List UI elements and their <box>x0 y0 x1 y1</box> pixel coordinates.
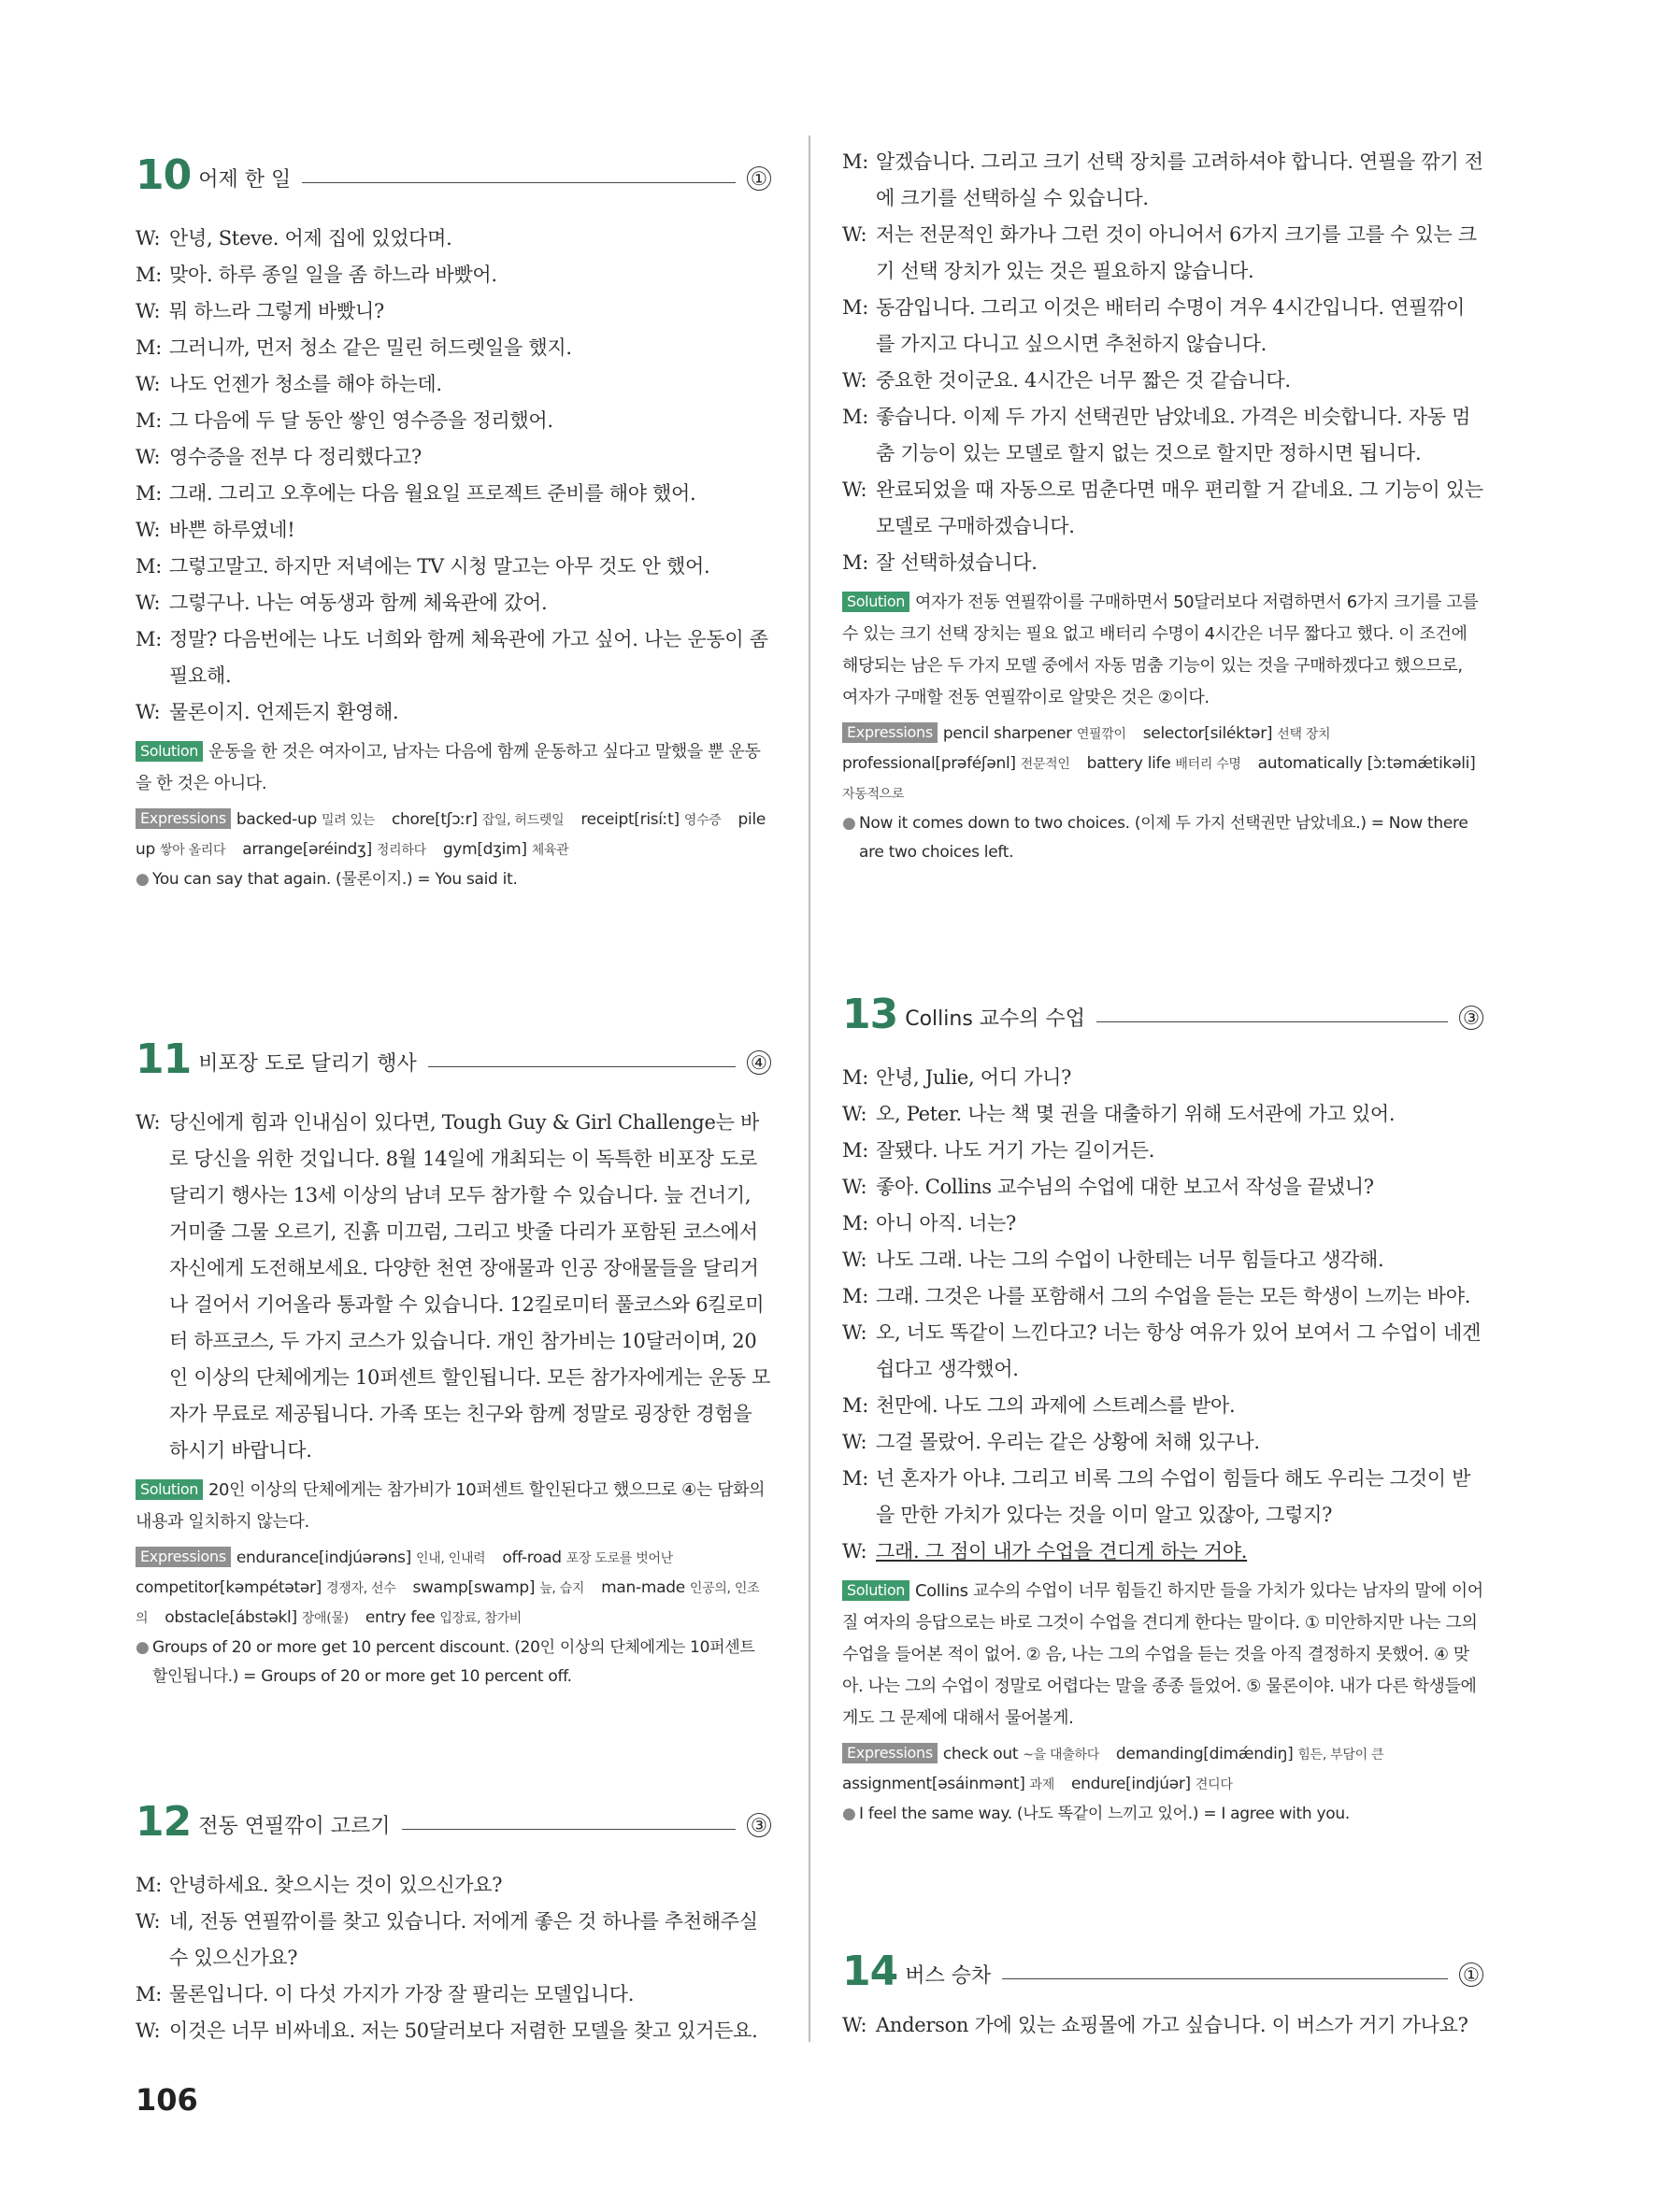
utterance: 천만에. 나도 그의 과제에 스트레스를 받아. <box>876 1394 1236 1417</box>
solution-text: 20인 이상의 단체에게는 참가비가 10퍼센트 할인된다고 했으므로 ④는 담화의 내용과 일치하지 않는다. <box>136 1480 766 1532</box>
dialog-line <box>842 1133 1483 1169</box>
expression-word: demanding[dimǽndiŋ] <box>1115 1745 1294 1763</box>
section-title: 전동 연필깎이 고르기 <box>198 1815 391 1838</box>
utterance: 잘됐다. 나도 거기 가는 길이거든. <box>876 1139 1155 1162</box>
dialog-line <box>136 512 771 549</box>
expression-word: man-made <box>601 1578 685 1597</box>
usage-note <box>136 1634 771 1691</box>
dialog-line <box>136 2013 771 2049</box>
bullet-icon: ● <box>842 1805 856 1823</box>
dialog-line <box>136 621 771 694</box>
utterance: 물론이지. 언제든지 환영해. <box>169 701 399 723</box>
dialog-line <box>136 1977 771 2013</box>
utterance: 넌 혼자가 아냐. 그리고 비록 그의 수업이 힘들다 해도 우리는 그것이 받을 만한 가치가 있다는 것을 이미 알고 있잖아, 그렇지? <box>876 1467 1471 1526</box>
header-rule <box>428 1066 736 1067</box>
section-header <box>136 1032 771 1083</box>
expressions-tag: Expressions <box>136 1547 231 1567</box>
utterance: 동감입니다. 그리고 이것은 배터리 수명이 겨우 4시간입니다. 연필깎이를 가지고 다니고 싶으시면 추천하지 않습니다. <box>876 296 1466 355</box>
answer-badge: ① <box>747 166 771 191</box>
utterance: 좋아. Collins 교수님의 수업에 대한 보고서 작성을 끝냈니? <box>876 1176 1374 1198</box>
expression-meaning: 연필깎이 <box>1076 727 1126 742</box>
speaker: W: <box>842 1321 867 1344</box>
dialog-line <box>136 476 771 512</box>
dialog-line <box>842 545 1483 581</box>
expression-word: assignment[əsáinmənt] <box>842 1775 1025 1793</box>
column-divider <box>809 136 810 2042</box>
speaker: W: <box>842 369 867 392</box>
dialog-line <box>842 399 1483 472</box>
utterance: 바쁜 하루였네! <box>169 519 295 541</box>
expression-word: chore[tʃɔːr] <box>391 810 478 829</box>
dialog <box>136 221 771 731</box>
speaker: M: <box>842 1467 868 1490</box>
speaker: W: <box>842 1431 867 1453</box>
solution-tag: Solution <box>842 1580 909 1601</box>
speaker: W: <box>136 519 161 541</box>
answer-utterance: 그래. 그 점이 내가 수업을 견디게 하는 거야. <box>876 1540 1248 1563</box>
expression-word: swamp[swamp] <box>412 1578 536 1597</box>
speaker: W: <box>842 1540 867 1563</box>
expression-word: pile up <box>136 810 766 859</box>
dialog-line <box>842 1278 1483 1315</box>
speaker: M: <box>136 555 162 578</box>
bullet-icon: ● <box>842 814 856 833</box>
speaker: M: <box>842 1394 868 1417</box>
dialog-line <box>842 1424 1483 1461</box>
utterance: 좋습니다. 이제 두 가지 선택권만 남았네요. 가격은 비슷합니다. 자동 멈춤 기능이 있는 모델로 할지 없는 것으로 할지만 정하시면 됩니다. <box>876 406 1471 464</box>
speaker: W: <box>842 1103 867 1125</box>
expression-word: endurance[indjúərəns] <box>236 1548 411 1567</box>
solution-block <box>136 1475 771 1538</box>
dialog-line <box>842 363 1483 399</box>
expression-word: battery life <box>1086 754 1171 773</box>
expressions-tag: Expressions <box>842 722 938 743</box>
expression-meaning: 전문적인 <box>1020 757 1070 772</box>
dialog-line <box>842 1096 1483 1133</box>
dialog-line <box>136 585 771 621</box>
dialog-line <box>136 257 771 293</box>
speaker: W: <box>136 373 161 395</box>
expression-meaning: 과제 <box>1029 1777 1054 1792</box>
section-header <box>136 148 771 199</box>
header-rule <box>1002 1978 1448 1979</box>
solution-text: 여자가 전동 연필깎이를 구매하면서 50달러보다 저렴하면서 6가지 크기를 고를 수 있는 크기 선택 장치는 필요 없고 배터리 수명이 4시간은 너무 짧다고 했다. 이 조건에 해당되는 남은 두 가지 모델 중에서 자동 멈춤 기능이 있는 것을 구매하겠다고 했으므로, 여자가 구매할 전동 연필깎이로 알맞은 것은 ②이다. <box>842 592 1479 707</box>
dialog-line <box>842 217 1483 290</box>
solution-tag: Solution <box>136 741 203 762</box>
section-number: 13 <box>842 991 898 1038</box>
section-12 <box>136 1794 771 2049</box>
expression-word: selector[siléktər] <box>1142 724 1273 743</box>
utterance: 당신에게 힘과 인내심이 있다면, Tough Guy & Girl Challenge는 바로 당신을 위한 것입니다. 8월 14일에 개최되는 이 독특한 비포장 도로 달리기 행사는 13세 이상의 남녀 모두 참가할 수 있습니다. 늪 건너기, 거미줄 그물 오르기, 진흙 미끄럼, 그리고 밧줄 다리가 포함된 코스에서 자신에게 도전해보세요. 다양한 천연 장애물과 인공 장애물들을 달리거나 걸어서 기어올라 통과할 수 있습니다. 12킬로미터 풀코스와 6킬로미터 하프코스, 두 가지 코스가 있습니다. 개인 참가비는 10달러이며, 20인 이상의 단체에게는 10퍼센트 할인됩니다. 모든 참가자에게는 운동 모자가 무료로 제공됩니다. 가족 또는 친구와 함께 정말로 굉장한 경험을 하시기 바랍니다. <box>169 1111 771 1462</box>
utterance: 안녕하세요. 찾으시는 것이 있으신가요? <box>169 1874 503 1896</box>
expression-word: gym[dʒim] <box>442 840 527 859</box>
dialog-line <box>136 549 771 585</box>
utterance: 중요한 것이군요. 4시간은 너무 짧은 것 같습니다. <box>876 369 1291 392</box>
page-number: 106 <box>136 2082 198 2118</box>
expression-word: pencil sharpener <box>942 724 1072 743</box>
section-number: 12 <box>136 1798 192 1846</box>
speaker: M: <box>136 1983 162 2005</box>
section-title: 어제 한 일 <box>198 168 292 192</box>
dialog-line <box>136 366 771 403</box>
solution-tag: Solution <box>842 592 909 612</box>
speaker: M: <box>136 336 162 359</box>
dialog-line <box>842 472 1483 545</box>
dialog-line <box>842 1060 1483 1096</box>
utterance: 이것은 너무 비싸네요. 저는 50달러보다 저렴한 모델을 찾고 있거든요. <box>169 2019 758 2042</box>
utterance: 그러니까, 먼저 청소 같은 밀린 허드렛일을 했지. <box>169 336 572 359</box>
speaker: M: <box>842 1139 868 1162</box>
speaker: W: <box>842 2014 867 2036</box>
expression-meaning: 자동적으로 <box>842 787 905 802</box>
expression-meaning: 영수증 <box>683 813 722 828</box>
dialog-line <box>842 1169 1483 1206</box>
section-title: 버스 승차 <box>905 1964 992 1988</box>
speaker: W: <box>136 1111 161 1134</box>
dialog <box>136 1867 771 2049</box>
section-number: 14 <box>842 1948 898 1995</box>
utterance: 잘 선택하셨습니다. <box>876 551 1038 574</box>
section-number: 10 <box>136 151 192 199</box>
utterance: 그래. 그것은 나를 포함해서 그의 수업을 듣는 모든 학생이 느끼는 바야. <box>876 1285 1471 1307</box>
dialog <box>842 2007 1483 2044</box>
dialog-line <box>842 1534 1483 1570</box>
dialog <box>842 144 1483 581</box>
expression-meaning: 인공의, 인조의 <box>136 1581 760 1626</box>
speaker: W: <box>136 1910 161 1933</box>
solution-text: 운동을 한 것은 여자이고, 남자는 다음에 함께 운동하고 싶다고 말했을 뿐 운동을 한 것은 아니다. <box>136 742 761 793</box>
expression-word: arrange[əréindʒ] <box>242 840 372 859</box>
note-text: Groups of 20 or more get 10 percent discount. (20인 이상의 단체에게는 10퍼센트 할인됩니다.) = Groups of 20 or more get 10 percent off. <box>152 1638 755 1686</box>
speaker: M: <box>842 150 868 173</box>
speaker: M: <box>136 1874 162 1896</box>
note-text: Now it comes down to two choices. (이제 두 가지 선택권만 남았네요.) = Now there are two choices left. <box>859 814 1468 862</box>
dialog-line <box>842 144 1483 217</box>
dialog-line <box>136 293 771 330</box>
expressions-block <box>136 1544 771 1634</box>
speaker: W: <box>136 592 161 614</box>
dialog-line <box>842 1315 1483 1388</box>
dialog-line <box>842 1388 1483 1424</box>
utterance: 오, 너도 똑같이 느낀다고? 너는 항상 여유가 있어 보여서 그 수업이 네겐 쉽다고 생각했어. <box>876 1321 1482 1380</box>
section-11 <box>136 1032 771 1691</box>
expression-meaning: ~을 대출하다 <box>1023 1748 1099 1762</box>
section-title: Collins 교수의 수업 <box>905 1007 1086 1031</box>
expressions-tag: Expressions <box>842 1743 938 1763</box>
dialog-line <box>136 439 771 476</box>
expression-word: receipt[risíːt] <box>580 810 680 829</box>
utterance: 영수증을 전부 다 정리했다고? <box>169 446 422 468</box>
solution-text: Collins 교수의 수업이 너무 힘들긴 하지만 들을 가치가 있다는 남자의 말에 이어질 여자의 응답으로는 바로 그것이 수업을 견디게 한다는 말이다. ① 미안하지만 나는 그의 수업을 들어본 적이 없어. ② 음, 나는 그의 수업을 듣는 것을 아직 결정하지 못했어. ④ 맞아. 나는 그의 수업이 정말로 어렵다는 말을 종종 들었어. ⑤ 물론이야. 내가 다른 학생들에게도 그 문제에 대해서 물어볼게. <box>842 1581 1483 1728</box>
utterance: 안녕, Julie, 어디 가니? <box>876 1066 1072 1089</box>
utterance: 알겠습니다. 그리고 크기 선택 장치를 고려하셔야 합니다. 연필을 깎기 전에 크기를 선택하실 수 있습니다. <box>876 150 1483 209</box>
speaker: M: <box>842 551 868 574</box>
speaker: W: <box>842 478 867 501</box>
dialog-line <box>842 1242 1483 1278</box>
expression-word: off-road <box>502 1548 562 1567</box>
utterance: 맞아. 하루 종일 일을 좀 하느라 바빴어. <box>169 264 497 286</box>
answer-badge: ③ <box>747 1813 771 1837</box>
speaker: M: <box>136 409 162 432</box>
expression-meaning: 장애(물) <box>301 1611 349 1626</box>
utterance: 그래. 그리고 오후에는 다음 월요일 프로젝트 준비를 해야 했어. <box>169 482 696 505</box>
utterance: 안녕, Steve. 어제 집에 있었다며. <box>169 227 452 250</box>
solution-block <box>842 1576 1483 1734</box>
utterance: 뭐 하느라 그렇게 바빴니? <box>169 300 384 322</box>
usage-note <box>842 1800 1483 1829</box>
utterance: 저는 전문적인 화가나 그런 것이 아니어서 6가지 크기를 고를 수 있는 크기 선택 장치가 있는 것은 필요하지 않습니다. <box>876 223 1477 282</box>
expression-word: professional[prəféʃənl] <box>842 754 1016 773</box>
speaker: W: <box>842 1176 867 1198</box>
expression-meaning: 체육관 <box>531 843 569 858</box>
header-rule <box>402 1829 737 1830</box>
utterance: 정말? 다음번에는 나도 너희와 함께 체육관에 가고 싶어. 나는 운동이 좀 필요해. <box>169 628 768 687</box>
expression-meaning: 쌓아 올리다 <box>159 843 226 858</box>
speaker: M: <box>842 1066 868 1089</box>
expression-word: endure[indjúər] <box>1071 1775 1191 1793</box>
note-text: You can say that again. (물론이지.) = You said it. <box>152 870 518 889</box>
utterance: 완료되었을 때 자동으로 멈춘다면 매우 편리할 거 같네요. 그 기능이 있는 모델로 구매하겠습니다. <box>876 478 1483 537</box>
expressions-block <box>842 720 1483 809</box>
expression-word: automatically [ɔ̀ːtəmǽtikəli] <box>1257 754 1476 773</box>
expressions-tag: Expressions <box>136 808 231 829</box>
section-10 <box>136 148 771 894</box>
note-text: I feel the same way. (나도 똑같이 느끼고 있어.) = I agree with you. <box>859 1805 1350 1823</box>
section-12-continued <box>842 144 1483 867</box>
utterance: 나도 언젠가 청소를 해야 하는데. <box>169 373 442 395</box>
section-header <box>842 1944 1483 1995</box>
header-rule <box>1096 1021 1448 1022</box>
speaker: W: <box>136 446 161 468</box>
expression-meaning: 입장료, 참가비 <box>439 1611 523 1626</box>
utterance: 그렇구나. 나는 여동생과 함께 체육관에 갔어. <box>169 592 548 614</box>
speaker: M: <box>842 1212 868 1234</box>
speaker: W: <box>842 1249 867 1271</box>
dialog-line <box>842 1206 1483 1242</box>
solution-tag: Solution <box>136 1479 203 1500</box>
speaker: W: <box>136 701 161 723</box>
speaker: M: <box>842 1285 868 1307</box>
dialog <box>136 1105 771 1469</box>
expressions-block <box>842 1740 1483 1800</box>
utterance: 네, 전동 연필깎이를 찾고 있습니다. 저에게 좋은 것 하나를 추천해주실 수 있으신가요? <box>169 1910 758 1969</box>
section-header <box>842 987 1483 1038</box>
utterance: Anderson 가에 있는 쇼핑몰에 가고 싶습니다. 이 버스가 거기 가나요? <box>876 2014 1468 2036</box>
dialog <box>842 1060 1483 1570</box>
dialog-line <box>136 1105 771 1469</box>
expression-word: competitor[kəmpétətər] <box>136 1578 322 1597</box>
dialog-line <box>136 694 771 731</box>
expression-meaning: 포장 도로를 벗어난 <box>566 1551 673 1566</box>
expression-word: entry fee <box>365 1608 436 1627</box>
speaker: M: <box>136 264 162 286</box>
utterance: 물론입니다. 이 다섯 가지가 가장 잘 팔리는 모델입니다. <box>169 1983 635 2005</box>
speaker: W: <box>136 2019 161 2042</box>
expression-meaning: 힘든, 부담이 큰 <box>1297 1748 1384 1762</box>
dialog-line <box>136 221 771 257</box>
speaker: M: <box>136 628 162 650</box>
expression-word: obstacle[ábstəkl] <box>165 1608 297 1627</box>
expression-meaning: 경쟁자, 선수 <box>326 1581 396 1596</box>
expression-meaning: 잡일, 허드렛일 <box>481 813 565 828</box>
header-rule <box>302 182 736 183</box>
utterance: 아니 아직. 너는? <box>876 1212 1017 1234</box>
speaker: W: <box>136 227 161 250</box>
answer-badge: ④ <box>747 1050 771 1075</box>
section-number: 11 <box>136 1035 192 1083</box>
section-14 <box>842 1944 1483 2044</box>
answer-badge: ③ <box>1459 1006 1483 1030</box>
expression-meaning: 인내, 인내력 <box>415 1551 486 1566</box>
expression-meaning: 배터리 수명 <box>1175 757 1241 772</box>
section-header <box>136 1794 771 1846</box>
utterance: 그걸 몰랐어. 우리는 같은 상황에 처해 있구나. <box>876 1431 1260 1453</box>
speaker: M: <box>136 482 162 505</box>
expression-meaning: 선택 장치 <box>1277 727 1331 742</box>
dialog-line <box>842 1461 1483 1534</box>
dialog-line <box>842 290 1483 363</box>
expression-meaning: 정리하다 <box>376 843 426 858</box>
bullet-icon: ● <box>136 870 150 889</box>
section-title: 비포장 도로 달리기 행사 <box>198 1052 417 1076</box>
utterance: 그렇고말고. 하지만 저녁에는 TV 시청 말고는 아무 것도 안 했어. <box>169 555 710 578</box>
solution-block <box>136 736 771 800</box>
dialog-line <box>136 1904 771 1977</box>
section-13 <box>842 987 1483 1829</box>
usage-note <box>842 809 1483 867</box>
utterance: 오, Peter. 나는 책 몇 권을 대출하기 위해 도서관에 가고 있어. <box>876 1103 1396 1125</box>
bullet-icon: ● <box>136 1638 150 1657</box>
solution-block <box>842 587 1483 714</box>
expression-meaning: 늪, 습지 <box>539 1581 585 1596</box>
dialog-line <box>136 1867 771 1904</box>
speaker: W: <box>136 300 161 322</box>
expression-meaning: 견디다 <box>1195 1777 1233 1792</box>
usage-note <box>136 865 771 894</box>
speaker: M: <box>842 296 868 319</box>
dialog-line <box>136 330 771 366</box>
dialog-line <box>136 403 771 439</box>
dialog-line <box>842 2007 1483 2044</box>
expression-word: check out <box>942 1745 1019 1763</box>
expression-word: backed-up <box>236 810 317 829</box>
utterance: 나도 그래. 나는 그의 수업이 나한테는 너무 힘들다고 생각해. <box>876 1249 1384 1271</box>
utterance: 그 다음에 두 달 동안 쌓인 영수증을 정리했어. <box>169 409 553 432</box>
speaker: M: <box>842 406 868 428</box>
speaker: W: <box>842 223 867 246</box>
expression-meaning: 밀려 있는 <box>321 813 375 828</box>
answer-badge: ① <box>1459 1962 1483 1987</box>
expressions-block <box>136 806 771 865</box>
